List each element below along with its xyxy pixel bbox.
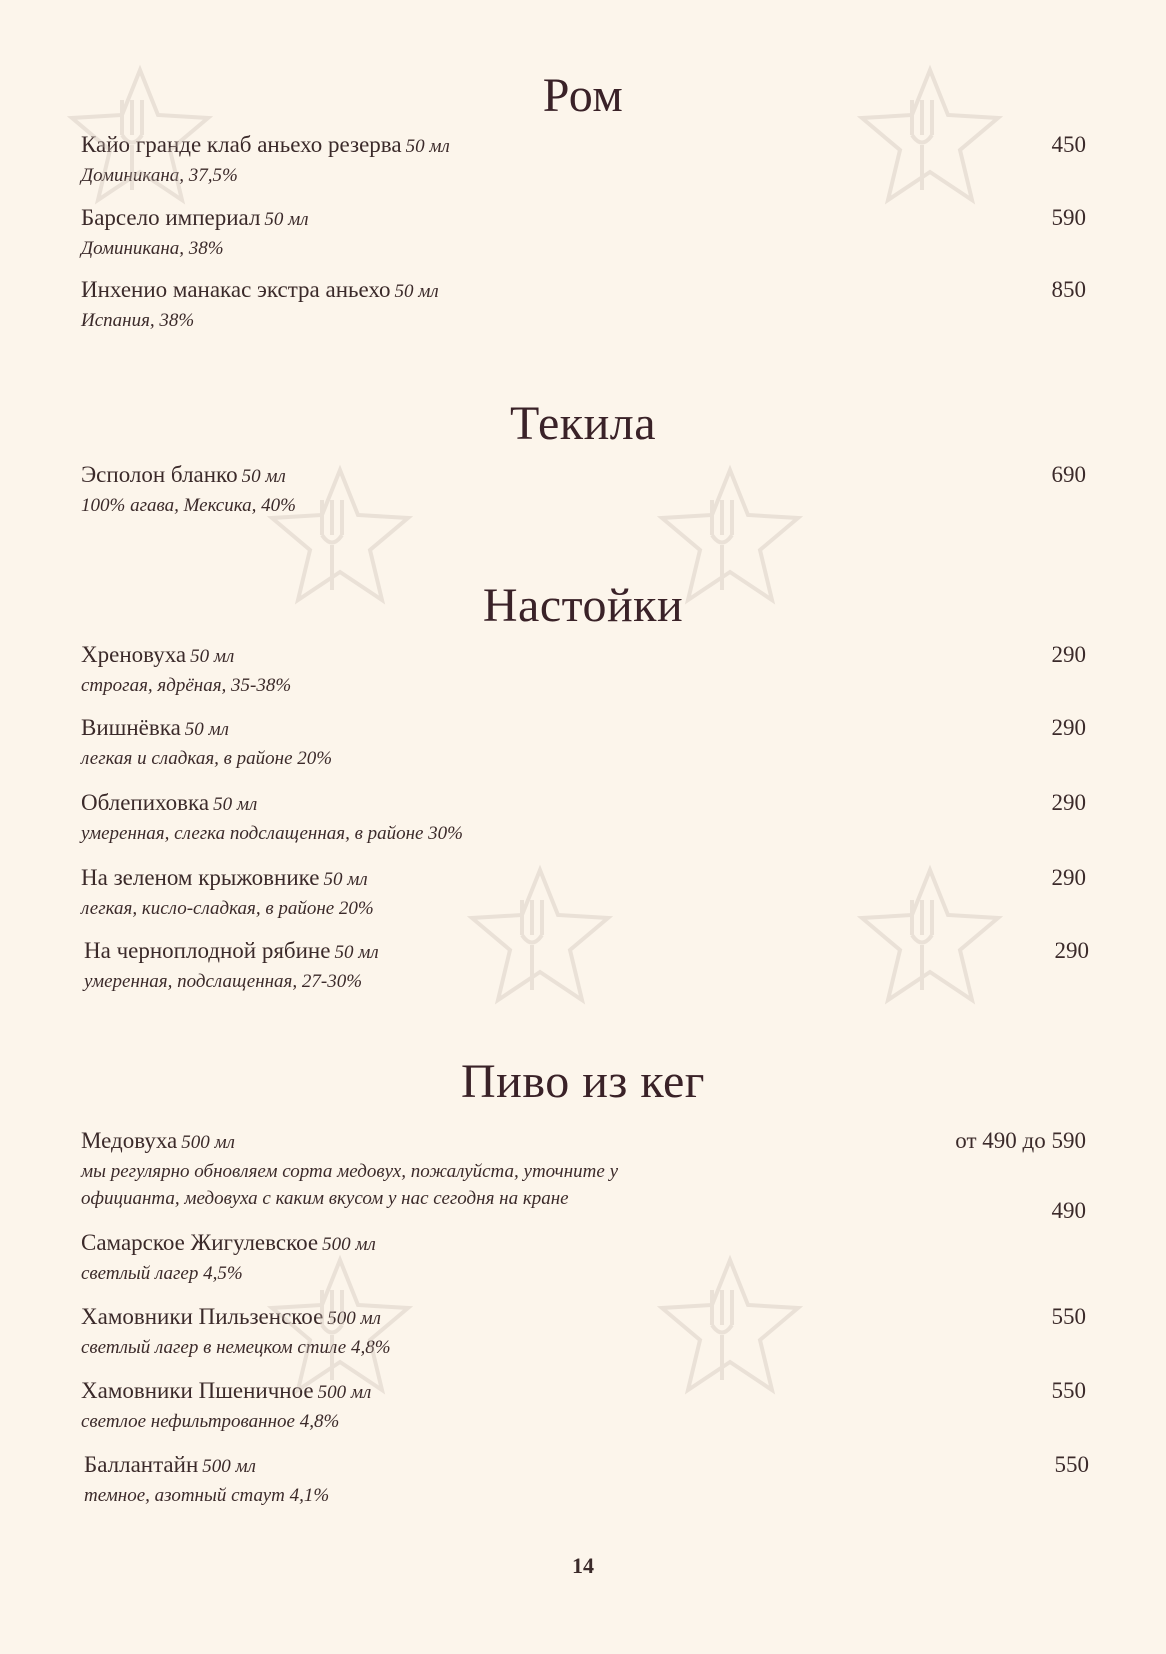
item-description: легкая и сладкая, в районе 20% (81, 748, 333, 769)
item-price: 550 (1054, 1452, 1089, 1477)
item-price: 290 (1051, 790, 1086, 815)
item-description: мы регулярно обновляем сорта медовух, пожалуйста, уточните у официанта, медовуха с каким вкусом у нас сегодня на кране (81, 1161, 619, 1209)
item-name: Медовуха (81, 1128, 178, 1153)
menu-item (81, 790, 1086, 847)
item-volume: 50 мл (334, 942, 379, 963)
section-title-keg-beer: Пиво из кег (461, 1055, 705, 1108)
menu-item (81, 462, 1086, 519)
section-title-tequila: Текила (509, 397, 657, 450)
item-name: Инхенио манакас экстра аньехо (81, 277, 391, 302)
menu-item (81, 865, 1086, 922)
item-description: темное, азотный стаут 4,1% (84, 1485, 330, 1506)
menu-item (81, 132, 1086, 189)
item-volume: 50 мл (190, 646, 235, 667)
item-name: Облепиховка (81, 790, 210, 815)
item-price: 290 (1051, 865, 1086, 890)
item-name: Хреновуха (81, 642, 187, 667)
item-volume: 50 мл (264, 209, 309, 230)
item-name: Хамовники Пильзенское (81, 1304, 324, 1329)
page-number: 14 (572, 1553, 594, 1578)
menu-item (81, 1378, 1086, 1435)
item-volume: 500 мл (327, 1308, 381, 1329)
item-volume: 500 мл (202, 1456, 256, 1477)
item-volume: 500 мл (317, 1382, 372, 1403)
item-name: Хамовники Пшеничное (81, 1378, 314, 1403)
item-description: умеренная, слегка подслащенная, в районе 30% (81, 823, 464, 844)
menu-item (81, 1230, 1086, 1287)
item-description: легкая, кисло-сладкая, в районе 20% (81, 898, 374, 919)
menu-item (84, 938, 1089, 995)
item-name: На зеленом крыжовнике (81, 865, 320, 890)
item-volume: 50 мл (394, 281, 439, 302)
item-price: 550 (1051, 1304, 1086, 1329)
item-price: 450 (1051, 132, 1086, 157)
menu-item (81, 642, 1086, 699)
item-price: 690 (1051, 462, 1086, 487)
item-volume: 50 мл (184, 719, 229, 740)
item-name: Вишнёвка (81, 715, 181, 740)
item-description: светлый лагер 4,5% (81, 1263, 243, 1284)
item-price: 590 (1051, 205, 1086, 230)
item-name: На черноплодной рябине (84, 938, 331, 963)
menu-item (81, 277, 1086, 334)
item-description: светлый лагер в немецком стиле 4,8% (81, 1337, 391, 1358)
item-price: 850 (1051, 277, 1086, 302)
menu-item (81, 715, 1086, 772)
item-volume: 50 мл (405, 136, 450, 157)
section-title-rum: Ром (542, 69, 624, 122)
menu-item (84, 1452, 1089, 1509)
item-price: от 490 до 590 (955, 1128, 1086, 1153)
item-volume: 50 мл (323, 869, 368, 890)
item-description: Испания, 38% (81, 310, 195, 331)
item-name: Кайо гранде клаб аньехо резерва (81, 132, 402, 157)
item-name: Самарское Жигулевское (81, 1230, 319, 1255)
item-name: Эсполон бланко (81, 462, 238, 487)
item-name: Барсело империал (81, 205, 261, 230)
item-volume: 50 мл (241, 466, 286, 487)
item-volume: 50 мл (213, 794, 258, 815)
item-volume: 500 мл (322, 1234, 376, 1255)
item-description: светлое нефильтрованное 4,8% (81, 1411, 340, 1432)
item-description: умеренная, подслащенная, 27-30% (84, 971, 363, 992)
item-volume: 500 мл (181, 1132, 235, 1153)
menu-item (81, 1304, 1086, 1361)
item-price: 290 (1054, 938, 1089, 963)
item-price: 490 (1051, 1198, 1086, 1223)
item-price: 290 (1051, 715, 1086, 740)
item-price: 550 (1051, 1378, 1086, 1403)
item-name: Баллантайн (84, 1452, 199, 1477)
item-description: Доминикана, 37,5% (81, 165, 238, 186)
item-description: Доминикана, 38% (81, 238, 224, 259)
item-description: 100% агава, Мексика, 40% (81, 495, 296, 516)
menu-item (81, 205, 1086, 262)
item-price: 290 (1051, 642, 1086, 667)
item-description: строгая, ядрёная, 35-38% (81, 675, 292, 696)
section-title-nastoyki: Настойки (482, 579, 684, 632)
menu-item (81, 1128, 1086, 1212)
